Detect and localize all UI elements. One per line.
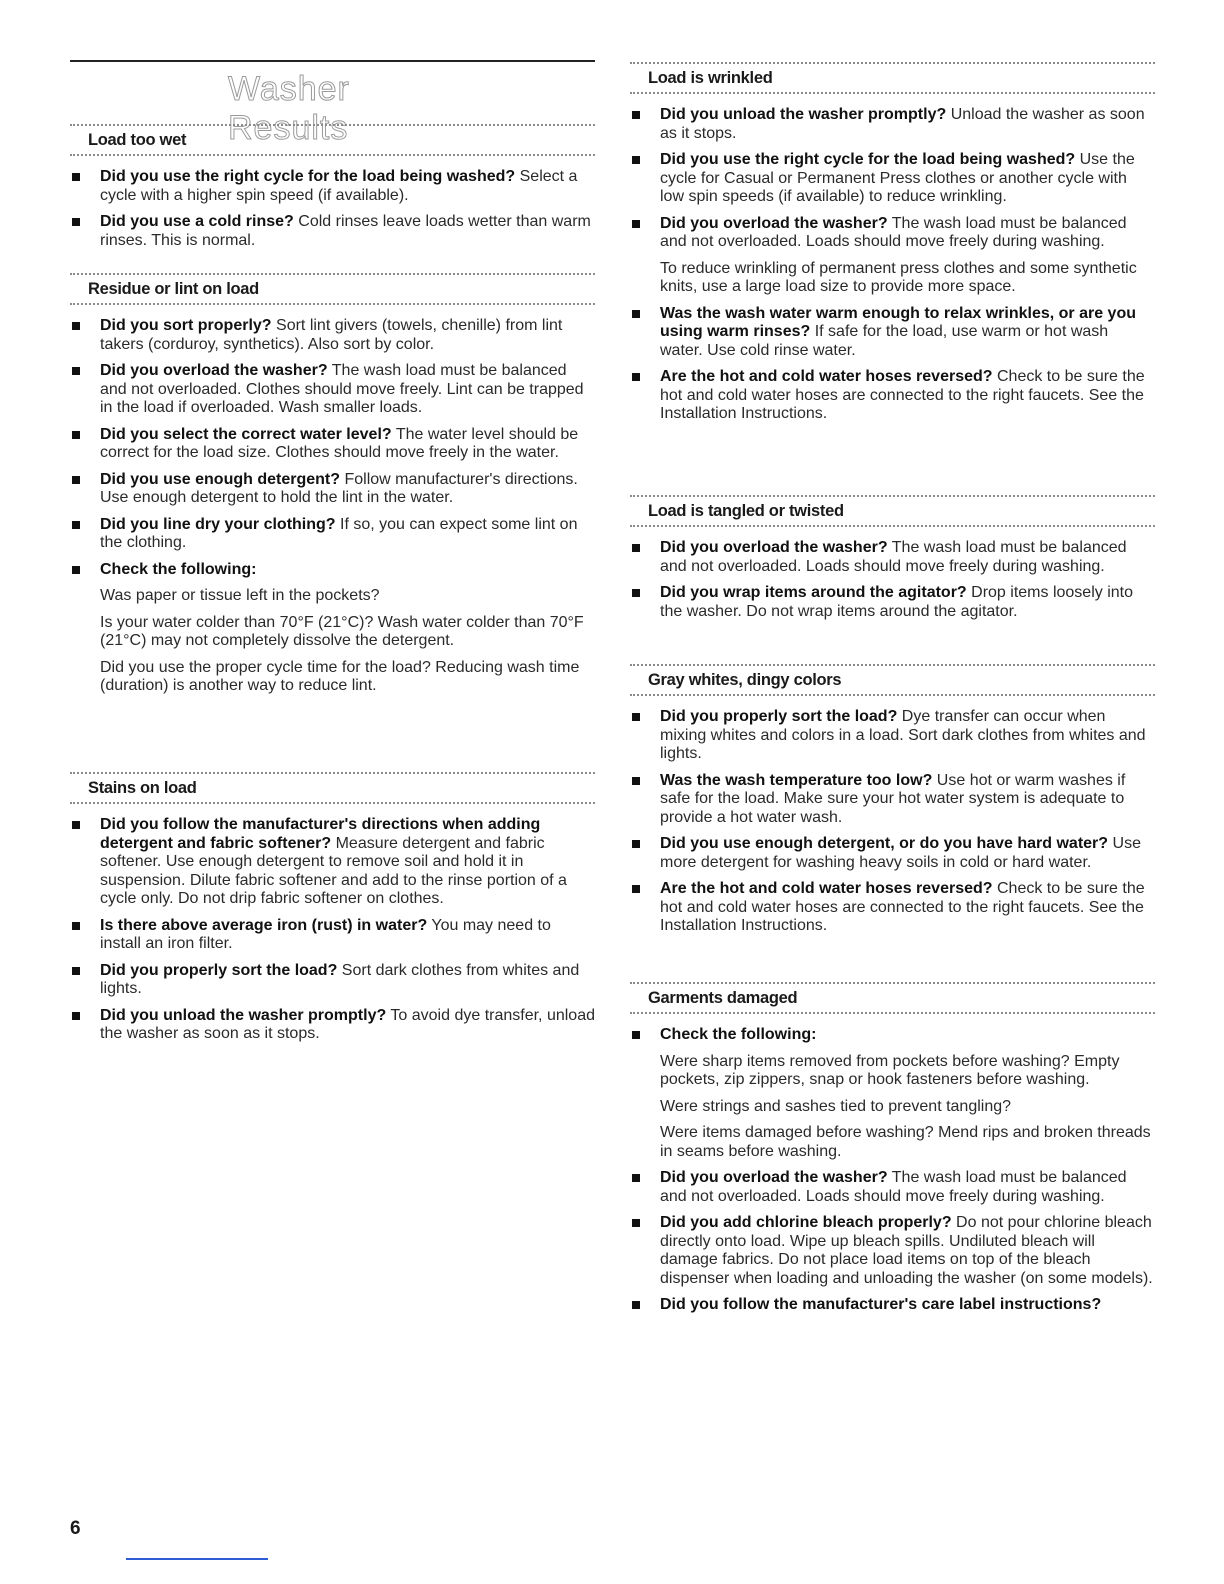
- section-title: Stains on load: [88, 779, 197, 797]
- list-item: Did you line dry your clothing? If so, you can expect some lint on the clothing.: [70, 516, 595, 553]
- list-item: Did you sort properly? Sort lint givers (towels, chenille) from lint takers (corduroy, synthetics). Also sort by color.: [70, 317, 595, 354]
- list-item: Did you properly sort the load? Sort dark clothes from whites and lights.: [70, 962, 595, 999]
- list-item: Was the wash water warm enough to relax wrinkles, or are you using warm rinses? If safe for the load, use warm or hot wash water. Use cold rinse water.: [630, 305, 1155, 361]
- square-bullet-icon: [632, 1031, 640, 1039]
- sub-paragraph: Were items damaged before washing? Mend rips and broken threads in seams before washing.: [660, 1124, 1151, 1160]
- square-bullet-icon: [632, 1174, 640, 1182]
- bottom-link-rule: [126, 1558, 268, 1560]
- divider: [630, 1012, 1155, 1014]
- square-bullet-icon: [72, 322, 80, 330]
- list-item: Did you overload the washer? The wash load must be balanced and not overloaded. Loads should move freely during washing.: [630, 539, 1155, 576]
- square-bullet-icon: [72, 922, 80, 930]
- square-bullet-icon: [72, 431, 80, 439]
- list-item: Are the hot and cold water hoses reversed? Check to be sure the hot and cold water hoses are connected to the right faucets. See the Installation Instructions.: [630, 368, 1155, 424]
- divider: [70, 154, 595, 156]
- section-title: Load is wrinkled: [648, 69, 773, 87]
- list-item: Did you use enough detergent, or do you have hard water? Use more detergent for washing heavy soils in cold or hard water.: [630, 835, 1155, 872]
- square-bullet-icon: [72, 521, 80, 529]
- square-bullet-icon: [632, 373, 640, 381]
- square-bullet-icon: [72, 367, 80, 375]
- list-item: Did you overload the washer? The wash load must be balanced and not overloaded. Loads should move freely during washing.: [630, 1169, 1155, 1206]
- list-item: Did you use enough detergent? Follow manufacturer's directions. Use enough detergent to hold the lint in the water.: [70, 471, 595, 508]
- square-bullet-icon: [632, 111, 640, 119]
- section-title: Load is tangled or twisted: [648, 502, 844, 520]
- list-item: Did you use the right cycle for the load being washed? Select a cycle with a higher spin speed (if available).: [70, 168, 595, 205]
- section-gray-whites: [630, 664, 1155, 944]
- list-item: Did you unload the washer promptly? To avoid dye transfer, unload the washer as soon as it stops.: [70, 1007, 595, 1044]
- list-item: Are the hot and cold water hoses reversed? Check to be sure the hot and cold water hoses are connected to the right faucets. See the Installation Instructions.: [630, 880, 1155, 936]
- list-item: Did you overload the washer? The wash load must be balanced and not overloaded. Clothes should move freely. Lint can be trapped in the load if overloaded. Wash smaller loads.: [70, 362, 595, 418]
- square-bullet-icon: [72, 967, 80, 975]
- square-bullet-icon: [72, 476, 80, 484]
- page-number: 6: [70, 1518, 81, 1539]
- square-bullet-icon: [632, 544, 640, 552]
- square-bullet-icon: [632, 220, 640, 228]
- square-bullet-icon: [72, 173, 80, 181]
- divider: [70, 802, 595, 804]
- square-bullet-icon: [632, 156, 640, 164]
- square-bullet-icon: [632, 885, 640, 893]
- square-bullet-icon: [632, 1301, 640, 1309]
- sub-paragraph: Is your water colder than 70°F (21°C)? Wash water colder than 70°F (21°C) may not completely dissolve the detergent.: [100, 613, 584, 649]
- list-item: Did you properly sort the load? Dye transfer can occur when mixing whites and colors in a load. Sort dark clothes from whites and lights.: [630, 708, 1155, 764]
- square-bullet-icon: [632, 1219, 640, 1227]
- square-bullet-icon: [72, 821, 80, 829]
- list-item: Is there above average iron (rust) in water? You may need to install an iron filter.: [70, 917, 595, 954]
- list-item: Did you use the right cycle for the load being washed? Use the cycle for Casual or Permanent Press clothes or another cycle with low spin speeds (if available) to reduce wrinkling.: [630, 151, 1155, 207]
- sub-paragraph: Was paper or tissue left in the pockets?: [100, 587, 380, 604]
- square-bullet-icon: [72, 1012, 80, 1020]
- square-bullet-icon: [72, 218, 80, 226]
- divider: [630, 92, 1155, 94]
- sub-paragraph: To reduce wrinkling of permanent press clothes and some synthetic knits, use a large load size to provide more space.: [660, 259, 1137, 295]
- section-load-tangled: [630, 495, 1155, 629]
- sub-paragraph: Did you use the proper cycle time for the load? Reducing wash time (duration) is another way to reduce lint.: [100, 658, 580, 694]
- sub-paragraph: Were strings and sashes tied to prevent tangling?: [660, 1097, 1012, 1115]
- list-item: Did you follow the manufacturer's care label instructions?: [630, 1296, 1155, 1315]
- divider: [630, 525, 1155, 527]
- list-item: Did you overload the washer? The wash load must be balanced and not overloaded. Loads should move freely during washing.: [630, 215, 1155, 252]
- section-load-wrinkled: [630, 62, 1155, 432]
- list-item: Check the following:: [70, 561, 595, 580]
- section-garments-damaged: [630, 982, 1155, 1323]
- list-item: Did you unload the washer promptly? Unload the washer as soon as it stops.: [630, 106, 1155, 143]
- divider: [630, 694, 1155, 696]
- list-item: Check the following:: [630, 1026, 1155, 1045]
- square-bullet-icon: [72, 566, 80, 574]
- sub-paragraph: Were sharp items removed from pockets before washing? Empty pockets, zip zippers, snap or hook fasteners before washing.: [660, 1052, 1120, 1088]
- top-rule: [70, 60, 595, 62]
- square-bullet-icon: [632, 310, 640, 318]
- list-item: Did you add chlorine bleach properly? Do not pour chlorine bleach directly onto load. Wipe up bleach spills. Undiluted bleach will damage fabrics. Do not place load items on top of the bleach dispenser when loading and unloading the washer (on some models).: [630, 1214, 1155, 1288]
- section-load-too-wet: [70, 124, 595, 258]
- list-item: Did you wrap items around the agitator? Drop items loosely into the washer. Do not wrap items around the agitator.: [630, 584, 1155, 621]
- section-residue-or-lint: [70, 273, 595, 704]
- section-title: Gray whites, dingy colors: [648, 671, 842, 689]
- divider: [70, 303, 595, 305]
- list-item: Was the wash temperature too low? Use hot or warm washes if safe for the load. Make sure your hot water system is adequate to provide a hot water wash.: [630, 772, 1155, 828]
- list-item: Did you follow the manufacturer's directions when adding detergent and fabric softener? Measure detergent and fabric softener. Use enough detergent to remove soil and hold it in suspension. Dilute fabric softener and add to the rinse portion of a cycle only. Do not drip fabric softener on clothes.: [70, 816, 595, 909]
- square-bullet-icon: [632, 777, 640, 785]
- section-stains-on-load: [70, 772, 595, 1052]
- page-title: Washer Results: [228, 70, 350, 147]
- section-title: Garments damaged: [648, 989, 798, 1007]
- list-item: Did you use a cold rinse? Cold rinses leave loads wetter than warm rinses. This is normal.: [70, 213, 595, 250]
- square-bullet-icon: [632, 713, 640, 721]
- section-title: Load too wet: [88, 131, 187, 149]
- section-title: Residue or lint on load: [88, 280, 259, 298]
- list-item: Did you select the correct water level? The water level should be correct for the load size. Clothes should move freely in the water.: [70, 426, 595, 463]
- square-bullet-icon: [632, 589, 640, 597]
- square-bullet-icon: [632, 840, 640, 848]
